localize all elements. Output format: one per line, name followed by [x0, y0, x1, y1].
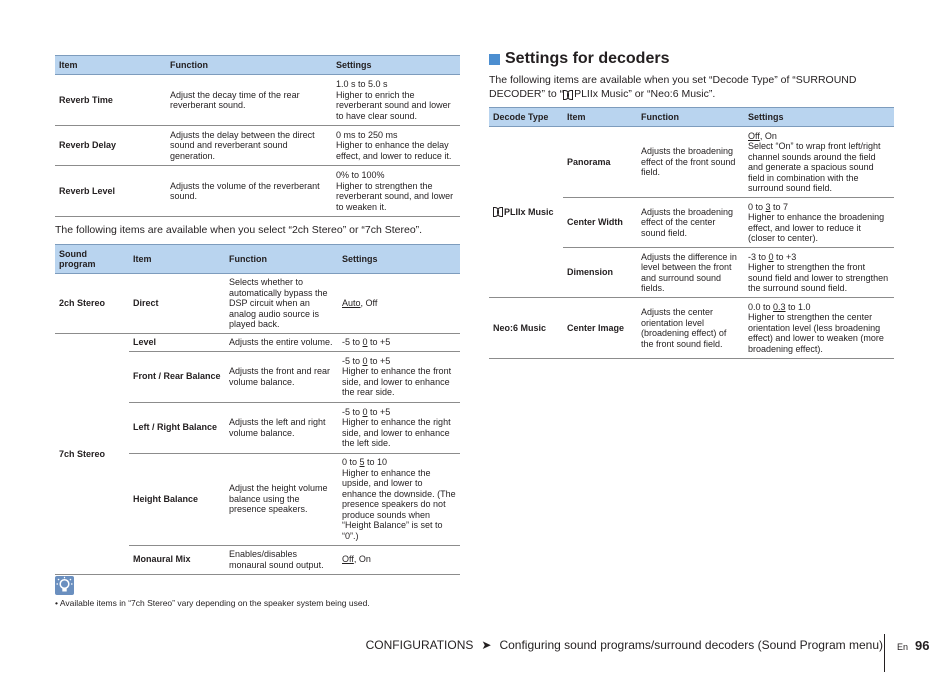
settings-desc: Higher to enhance the right side, and lower to enhance the left side. [342, 417, 451, 448]
row-function: Adjusts the broadening effect of the center sound field. [637, 198, 744, 248]
settings-range: 0 ms to 250 ms [336, 129, 398, 140]
header-function: Function [166, 56, 332, 75]
row-item: Level [129, 334, 225, 352]
range-start: -5 to [342, 337, 363, 347]
reverb-settings-table [55, 55, 460, 217]
settings-desc: Select “On” to wrap front left/right channel sounds around the field and generate a spacious sound field in combination with the surround sound field. [748, 141, 881, 193]
header-item: Item [55, 56, 166, 75]
hint-note: • Available items in “7ch Stereo” vary depending on the speaker system being used. [55, 598, 370, 608]
default-value: 0 [362, 337, 368, 347]
settings-desc: Higher to enhance the broadening effect, and lower to reduce it (closer to center). [748, 212, 885, 243]
section-title: Settings for decoders [505, 50, 670, 67]
footer-language: En [897, 642, 909, 652]
footer-section: CONFIGURATIONS [365, 638, 474, 652]
row-settings [744, 198, 894, 248]
row-function: Adjusts the difference in level between the front and surround sound fields. [637, 248, 744, 298]
row-function: Adjust the height volume balance using the presence speakers. [225, 453, 338, 545]
header-settings: Settings [332, 56, 460, 75]
default-value: 5 [359, 457, 365, 467]
row-function: Enables/disables monaural sound output. [225, 545, 338, 574]
arrow-right-icon: ➤ [481, 638, 492, 652]
range-start: 0 to [342, 457, 360, 467]
decode-type-label: PLIIx Music [504, 206, 554, 217]
default-value: 3 [765, 201, 771, 212]
range-end: to +5 [367, 355, 391, 366]
row-settings [338, 351, 460, 402]
header-item: Item [129, 245, 225, 274]
range-end: to +3 [773, 251, 797, 262]
table-header-row [55, 56, 460, 75]
row-function: Adjusts the entire volume. [225, 334, 338, 352]
row-item: Dimension [563, 248, 637, 298]
table-row [55, 166, 460, 217]
row-item: Panorama [563, 127, 637, 198]
default-value: Off [342, 554, 354, 565]
range-end: to 1.0 [785, 301, 811, 312]
range-end: to +5 [367, 337, 391, 347]
table-row [489, 298, 894, 359]
settings-range: 0% to 100% [336, 170, 385, 180]
default-value: 0 [362, 406, 368, 417]
row-settings [338, 453, 460, 545]
table-row [55, 274, 460, 334]
range-end: to 10 [364, 457, 388, 467]
settings-desc: Higher to strengthen the front sound field and lower to strengthen the surround sound field. [748, 262, 889, 293]
header-settings: Settings [338, 245, 460, 274]
row-item: Reverb Level [55, 166, 166, 217]
settings-desc: Higher to enhance the delay effect, and lower to reduce it. [336, 140, 452, 161]
range-start: 0 to [748, 201, 766, 212]
default-value: Auto [342, 298, 361, 309]
row-item: Center Image [563, 298, 637, 359]
row-item: Reverb Time [55, 75, 166, 126]
header-settings: Settings [744, 108, 894, 127]
settings-desc: Higher to strengthen the center orientation level (less broadening effect) and lower to weaken (more broadening effect). [748, 312, 884, 354]
settings-desc: Higher to enhance the upside, and lower to enhance the downside. (The presence speakers do not produce sounds when “Height Balance” is set to “0”.) [342, 467, 456, 541]
row-item: Front / Rear Balance [129, 351, 225, 402]
range-start: -3 to [748, 251, 769, 262]
row-settings [744, 298, 894, 359]
row-item: Direct [129, 274, 225, 334]
footer-chapter: Configuring sound programs/surround decoders (Sound Program menu) [499, 638, 883, 652]
range-start: -5 to [342, 355, 363, 366]
default-value: 0.3 [773, 301, 786, 312]
row-function: Adjusts the center orientation level (broadening effect) of the front sound field. [637, 298, 744, 359]
row-item: Height Balance [129, 453, 225, 545]
header-sound-program: Sound program [55, 245, 129, 274]
dolby-logo-icon [493, 207, 503, 215]
desc-text-start: The following items are available when you set “Decode Type” of “SURROUND DECODER” to “ [489, 74, 857, 100]
settings-desc: Higher to enrich the reverberant sound and lower to have clear sound. [336, 89, 451, 121]
table-row [55, 75, 460, 126]
row-function: Adjusts the left and right volume balance. [225, 402, 338, 453]
program-name: 7ch Stereo [55, 334, 129, 575]
table-row [55, 334, 460, 352]
row-settings [338, 334, 460, 352]
settings-rest: , Off [360, 298, 378, 309]
default-value: Off [748, 130, 760, 141]
decode-type: Neo:6 Music [489, 298, 563, 359]
stereo-intro-text: The following items are available when you select “2ch Stereo” or “7ch Stereo”. [55, 224, 423, 236]
table-header-row [55, 245, 460, 274]
header-decode-type: Decode Type [489, 108, 563, 127]
hint-note-text: Available items in “7ch Stereo” vary depending on the speaker system being used. [59, 598, 370, 608]
range-end: to 7 [770, 201, 789, 212]
settings-desc: Higher to enhance the front side, and lower to enhance the rear side. [342, 366, 452, 397]
footer-breadcrumb [366, 638, 883, 652]
row-settings [338, 402, 460, 453]
settings-rest: , On [353, 554, 371, 565]
range-end: to +5 [367, 406, 391, 417]
sound-program-table [55, 244, 460, 575]
row-function: Adjusts the broadening effect of the front sound field. [637, 127, 744, 198]
footer-divider [884, 634, 885, 672]
desc-text-end: PLIIx Music” or “Neo:6 Music”. [574, 88, 716, 100]
row-item: Monaural Mix [129, 545, 225, 574]
default-value: 0 [768, 251, 774, 262]
table-row [489, 127, 894, 198]
row-function: Adjusts the front and rear volume balance. [225, 351, 338, 402]
row-item: Center Width [563, 198, 637, 248]
decoder-settings-table [489, 107, 894, 359]
settings-rest: , On [759, 130, 777, 141]
header-function: Function [225, 245, 338, 274]
dolby-logo-icon [563, 90, 573, 98]
row-settings [332, 166, 460, 217]
page-number: 96 [915, 638, 930, 653]
row-function: Adjusts the delay between the direct sound and reverberant sound generation. [166, 126, 332, 166]
hint-icon [55, 576, 74, 595]
row-settings [332, 75, 460, 126]
header-item: Item [563, 108, 637, 127]
row-settings [338, 545, 460, 574]
range-start: 0.0 to [748, 301, 774, 312]
row-item: Left / Right Balance [129, 402, 225, 453]
range-start: -5 to [342, 406, 363, 417]
section-description [489, 73, 894, 101]
row-settings [744, 248, 894, 298]
row-settings [332, 126, 460, 166]
settings-range: 1.0 s to 5.0 s [336, 79, 388, 89]
decode-type [489, 127, 563, 298]
default-value: 0 [362, 355, 368, 366]
row-settings [338, 274, 460, 334]
header-function: Function [637, 108, 744, 127]
section-marker-icon [489, 54, 500, 65]
row-function: Adjust the decay time of the rear reverberant sound. [166, 75, 332, 126]
table-row [55, 126, 460, 166]
row-function: Adjusts the volume of the reverberant sound. [166, 166, 332, 217]
settings-desc: Higher to strengthen the reverberant sound, and lower to weaken it. [336, 180, 454, 212]
row-function: Selects whether to automatically bypass the DSP circuit when an analog audio source is played back. [225, 274, 338, 334]
program-name: 2ch Stereo [55, 274, 129, 334]
row-item: Reverb Delay [55, 126, 166, 166]
table-header-row [489, 108, 894, 127]
row-settings [744, 127, 894, 198]
